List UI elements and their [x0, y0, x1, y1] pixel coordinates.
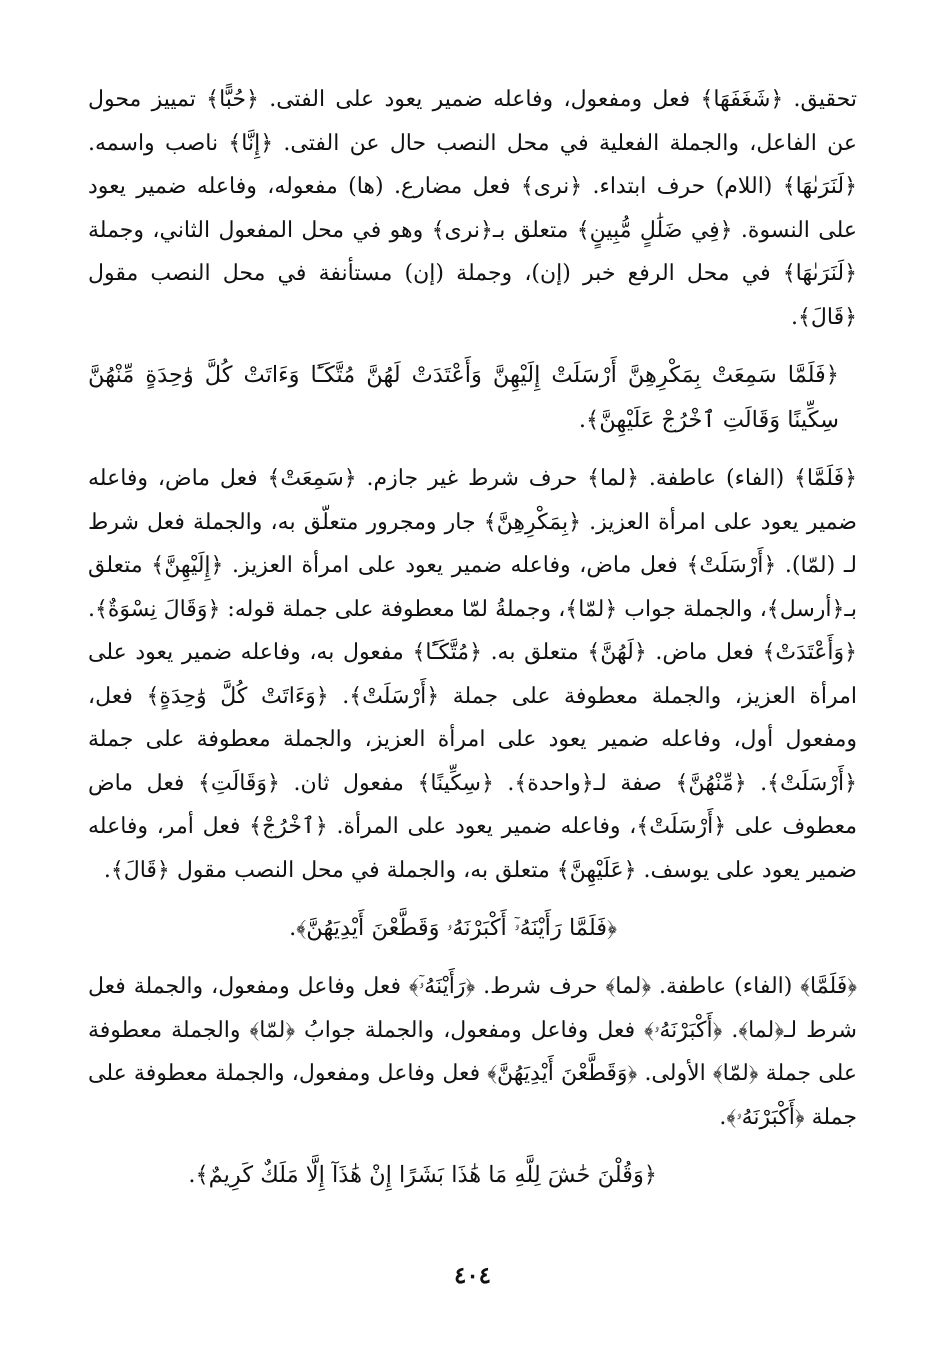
quran-verse: ﴿فَلَمَّا رَأَيْنَهُۥٓ أَكْبَرْنَهُۥ وَقَطَّعْنَ أَيْدِيَهُنَّ﴾. [289, 915, 617, 941]
quran-verse: ﴿وَقُلْنَ حَٰشَ لِلَّهِ مَا هَٰذَا بَشَرًا إِنْ هَٰذَآ إِلَّا مَلَكٌ كَرِيمٌ﴾. [188, 1162, 657, 1188]
commentary-paragraph: تحقيق. ﴿شَغَفَهَا﴾ فعل ومفعول، وفاعله ضمير يعود على الفتى. ﴿حُبًّا﴾ تمييز محول عن الفاعل، والجملة الفعلية في محل النصب حال عن الفتى. ﴿إِنَّا﴾ ناصب واسمه. ﴿لَنَرَىٰهَا﴾ (اللام) حرف ابتداء. ﴿نرى﴾ فعل مضارع. (ها) مفعوله، وفاعله ضمير يعود على النسوة. ﴿فِي ضَلَٰلٍ مُّبِينٍ﴾ متعلق بـ﴿نرى﴾ وهو في محل المفعول الثاني، وجملة ﴿لَنَرَىٰهَا﴾ في محل الرفع خبر (إن)، وجملة (إن) مستأنفة في محل النصب مقول ﴿قَالَ﴾. [88, 87, 857, 330]
document-page [88, 78, 857, 1365]
quran-verse: ﴿فَلَمَّا سَمِعَتْ بِمَكْرِهِنَّ أَرْسَلَتْ إِلَيْهِنَّ وَأَعْتَدَتْ لَهُنَّ مُتَّكَـًٔا وَءَاتَتْ كُلَّ وَٰحِدَةٍ مِّنْهُنَّ سِكِّينًا وَقَالَتِ ٱخْرُجْ عَلَيْهِنَّ﴾. [88, 362, 839, 433]
commentary-paragraph: ﴿فَلَمَّا﴾ (الفاء) عاطفة. ﴿لما﴾ حرف شرط. ﴿رَأَيْنَهُۥٓ﴾ فعل وفاعل ومفعول، والجملة فعل شرط لـ﴿لما﴾. ﴿أَكْبَرْنَهُۥ﴾ فعل وفاعل ومفعول، والجملة جوابُ ﴿لمّا﴾ والجملة معطوفة على جملة ﴿لمّا﴾ الأولى. ﴿وَقَطَّعْنَ أَيْدِيَهُنَّ﴾ فعل وفاعل ومفعول، والجملة معطوفة على جملة ﴿أَكْبَرْنَهُۥ﴾. [88, 974, 857, 1130]
page-number: ٤٠٤ [453, 1262, 492, 1289]
commentary-paragraph: ﴿فَلَمَّا﴾ (الفاء) عاطفة. ﴿لما﴾ حرف شرط غير جازم. ﴿سَمِعَتْ﴾ فعل ماض، وفاعله ضمير يعود على امرأة العزيز. ﴿بِمَكْرِهِنَّ﴾ جار ومجرور متعلّق به، والجملة فعل شرط لـ (لمّا). ﴿أَرْسَلَتْ﴾ فعل ماض، وفاعله ضمير يعود على امرأة العزيز. ﴿إِلَيْهِنَّ﴾ متعلق بـ﴿أرسل﴾، والجملة جواب ﴿لمّا﴾، وجملةُ لمّا معطوفة على جملة قوله: ﴿وَقَالَ نِسْوَةٌ﴾. ﴿وَأَعْتَدَتْ﴾ فعل ماض. ﴿لَهُنَّ﴾ متعلق به. ﴿مُتَّكَـًٔا﴾ مفعول به، وفاعله ضمير يعود على امرأة العزيز، والجملة معطوفة على جملة ﴿أَرْسَلَتْ﴾. ﴿وَءَاتَتْ كُلَّ وَٰحِدَةٍ﴾ فعل، ومفعول أول، وفاعله ضمير يعود على امرأة العزيز، والجملة معطوفة على جملة ﴿أَرْسَلَتْ﴾. ﴿مِّنْهُنَّ﴾ صفة لـ﴿واحدة﴾. ﴿سِكِّينًا﴾ مفعول ثان. ﴿وَقَالَتِ﴾ فعل ماض معطوف على ﴿أَرْسَلَتْ﴾، وفاعله ضمير يعود على المرأة. ﴿ٱخْرُجْ﴾ فعل أمر، وفاعله ضمير يعود على يوسف. ﴿عَلَيْهِنَّ﴾ متعلق به، والجملة في محل النصب مقول ﴿قَالَ﴾. [88, 466, 857, 883]
